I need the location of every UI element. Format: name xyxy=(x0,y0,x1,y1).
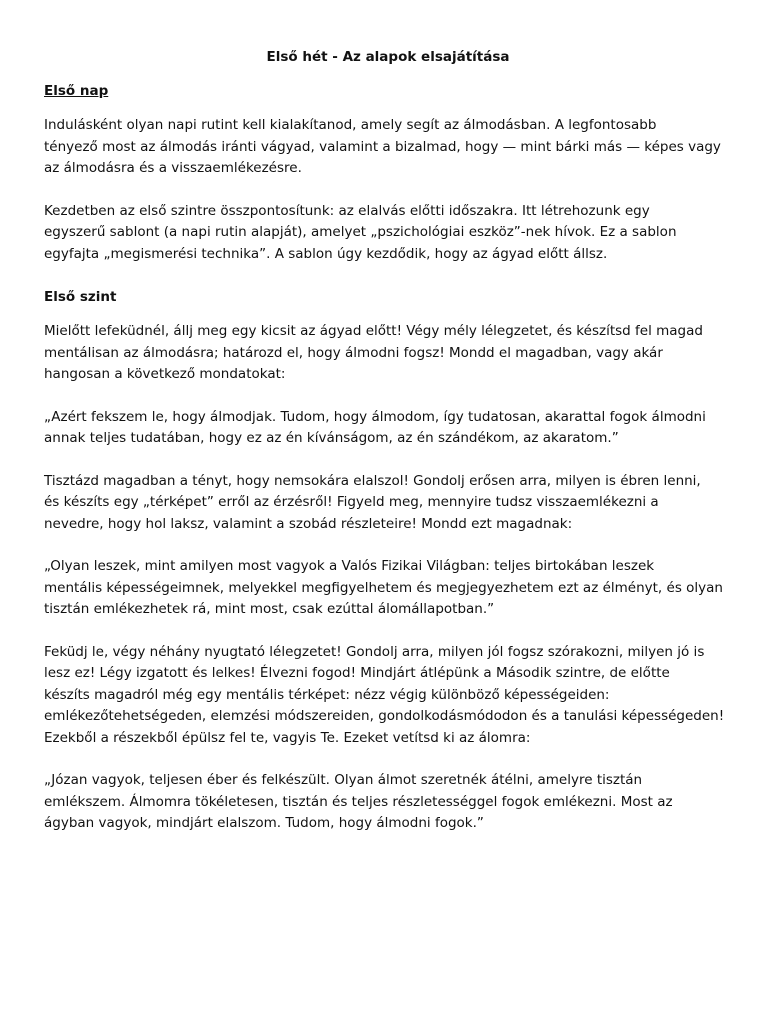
text-line: mentálisan az álmodásra; határozd el, hogy álmodni fogsz! Mondd el magadban, vagy akár xyxy=(44,344,663,361)
text-line: Kezdetben az első szintre összpontosítunk: az elalvás előtti időszakra. Itt létrehozunk egy xyxy=(44,202,650,219)
text-line: Mielőtt lefeküdnél, állj meg egy kicsit az ágyad előtt! Végy mély lélegzetet, és készítsd fel magad xyxy=(44,323,703,339)
text-line: emlékezőtehetségeden, elemzési módszereiden, gondolkodásmódodon és a tanulási képességeden! xyxy=(44,708,725,724)
quote-lucid xyxy=(44,770,732,835)
text-line: az álmodásra és a visszaemlékezésre. xyxy=(44,160,302,176)
paragraph-template xyxy=(44,201,732,266)
text-line: Feküdj le, végy néhány nyugtató lélegzetet! Gondolj arra, milyen jól fogsz szórakozni, milyen jó is xyxy=(44,643,705,660)
quote-intention xyxy=(44,407,732,450)
text-line: tényező most az álmodás iránti vágyad, valamint a bizalmad, hogy — mint bárki más — képes vagy xyxy=(44,138,721,155)
paragraph-lie-down xyxy=(44,642,732,750)
text-line: ágyban vagyok, mindjárt elalszom. Tudom, hogy álmodni fogok.” xyxy=(44,815,484,831)
document-page xyxy=(44,46,732,856)
document-title: Első hét - Az alapok elsajátítása xyxy=(266,49,510,65)
text-line: mentális képességeimnek, melyekkel megfigyelhetem és megjegyezhetem ezt az élményt, és olyan xyxy=(44,579,723,596)
text-line: nevedre, hogy hol laksz, valamint a szobád részleteire! Mondd ezt magadnak: xyxy=(44,515,573,532)
text-line: lesz ez! Légy izgatott és lelkes! Élvezni fogod! Mindjárt átlépünk a Második szintre, de előtte xyxy=(44,665,670,681)
section-heading-first-level: Első szint xyxy=(44,289,117,305)
text-line: tisztán emlékezhetek rá, mint most, csak ezúttal álomállapotban.” xyxy=(44,601,495,617)
text-line: és készíts egy „térképet” erről az érzésről! Figyeld meg, mennyire tudsz visszaemlékezni a xyxy=(44,494,659,510)
text-line: emlékszem. Álmomra tökéletesen, tisztán és teljes részletességgel fogok emlékezni. Most az xyxy=(44,793,673,810)
text-line: egyfajta „megismerési technika”. A sablon úgy kezdődik, hogy az ágyad előtt állsz. xyxy=(44,245,608,262)
text-line: „Józan vagyok, teljesen éber és felkészült. Olyan álmot szeretnék átélni, amelyre tisztán xyxy=(44,772,643,788)
text-line: Indulásként olyan napi rutint kell kialakítanod, amely segít az álmodásban. A legfontosabb xyxy=(44,117,657,133)
text-line: Tisztázd magadban a tényt, hogy nemsokára elalszol! Gondolj erősen arra, milyen is ébren lenni, xyxy=(44,472,701,489)
text-line: egyszerű sablont (a napi rutin alapját), amelyet „pszichológiai eszköz”-nek hívok. Ez a sablon xyxy=(44,224,677,240)
text-line: készíts magadról még egy mentális térképet: nézz végig különböző képességeiden: xyxy=(44,686,610,703)
text-line: Ezekből a részekből épülsz fel te, vagyis Te. Ezeket vetítsd ki az álomra: xyxy=(44,729,531,746)
quote-real-world xyxy=(44,556,732,621)
text-line: hangosan a következő mondatokat: xyxy=(44,366,286,382)
text-line: „Azért fekszem le, hogy álmodjak. Tudom, hogy álmodom, így tudatosan, akarattal fogok álmodni xyxy=(44,408,706,425)
paragraph-intro xyxy=(44,115,732,180)
paragraph-awareness xyxy=(44,471,732,536)
paragraph-before-bed xyxy=(44,321,732,386)
text-line: „Olyan leszek, mint amilyen most vagyok a Valós Fizikai Világban: teljes birtokában leszek xyxy=(44,558,655,574)
section-heading-first-day: Első nap xyxy=(44,83,109,99)
text-line: annak teljes tudatában, hogy ez az én kívánságom, az én szándékom, az akaratom.” xyxy=(44,430,619,446)
